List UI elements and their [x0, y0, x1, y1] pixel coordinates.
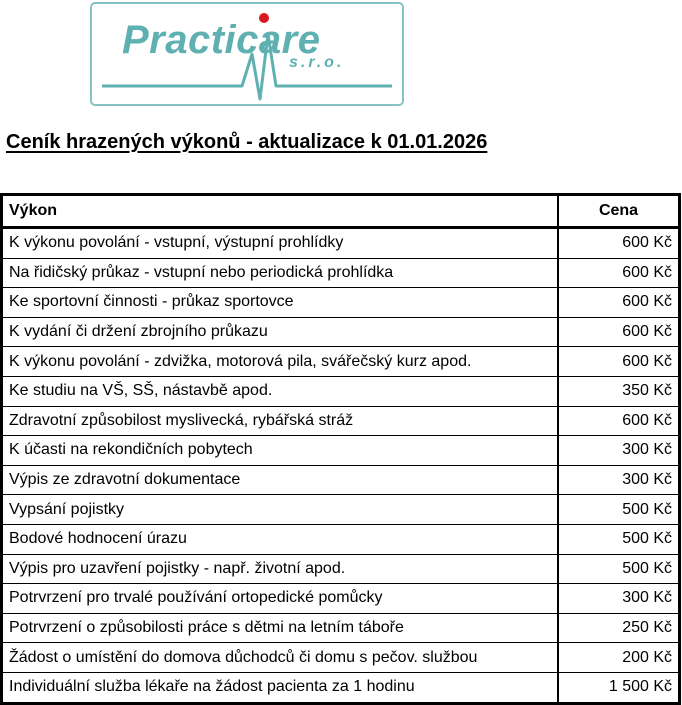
service-name: Na řidičský průkaz - vstupní nebo periodická prohlídka [2, 258, 559, 288]
service-price: 300 Kč [558, 465, 680, 495]
service-name: K výkonu povolání - zdvižka, motorová pila, svářečský kurz apod. [2, 347, 559, 377]
table-row [2, 288, 680, 318]
column-header-price: Cena [558, 195, 680, 228]
table-row [2, 584, 680, 614]
service-name: Vypsání pojistky [2, 495, 559, 525]
service-name: K účasti na rekondičních pobytech [2, 436, 559, 466]
service-price: 600 Kč [558, 228, 680, 259]
service-price: 300 Kč [558, 436, 680, 466]
service-name: Zdravotní způsobilost myslivecká, rybářská stráž [2, 406, 559, 436]
table-row [2, 613, 680, 643]
column-header-service: Výkon [2, 195, 559, 228]
service-name: Potrvrzení pro trvalé používání ortopedické pomůcky [2, 584, 559, 614]
table-row [2, 258, 680, 288]
table-row [2, 376, 680, 406]
service-name: Ke studiu na VŠ, SŠ, nástavbě apod. [2, 376, 559, 406]
table-row [2, 524, 680, 554]
logo-suffix: s.r.o. [289, 54, 345, 71]
service-price: 500 Kč [558, 524, 680, 554]
table-row [2, 554, 680, 584]
service-name: Žádost o umístění do domova důchodců či domu s pečov. službou [2, 643, 559, 673]
table-row [2, 465, 680, 495]
table-row [2, 406, 680, 436]
service-name: Ke sportovní činnosti - průkaz sportovce [2, 288, 559, 318]
service-name: Výpis pro uzavření pojistky - např. životní apod. [2, 554, 559, 584]
price-table [0, 193, 681, 705]
service-price: 300 Kč [558, 584, 680, 614]
service-price: 600 Kč [558, 288, 680, 318]
company-logo [90, 2, 404, 106]
page-title: Ceník hrazených výkonů - aktualizace k 01.01.2026 [6, 131, 488, 153]
table-row [2, 436, 680, 466]
service-price: 500 Kč [558, 554, 680, 584]
service-price: 600 Kč [558, 406, 680, 436]
service-price: 500 Kč [558, 495, 680, 525]
service-name: Potrvrzení o způsobilosti práce s dětmi na letním táboře [2, 613, 559, 643]
service-price: 250 Kč [558, 613, 680, 643]
service-name: Individuální služba lékaře na žádost pacienta za 1 hodinu [2, 672, 559, 703]
table-row [2, 643, 680, 673]
table-row [2, 672, 680, 703]
table-header-row [2, 195, 680, 228]
table-row [2, 228, 680, 259]
table-row [2, 347, 680, 377]
service-price: 350 Kč [558, 376, 680, 406]
service-price: 600 Kč [558, 258, 680, 288]
logo-wordmark: Practicare [122, 18, 321, 62]
service-name: K výkonu povolání - vstupní, výstupní prohlídky [2, 228, 559, 259]
service-name: Výpis ze zdravotní dokumentace [2, 465, 559, 495]
table-row [2, 317, 680, 347]
service-price: 600 Kč [558, 347, 680, 377]
table-row [2, 495, 680, 525]
service-price: 600 Kč [558, 317, 680, 347]
service-name: K vydání či držení zbrojního průkazu [2, 317, 559, 347]
service-name: Bodové hodnocení úrazu [2, 524, 559, 554]
service-price: 200 Kč [558, 643, 680, 673]
service-price: 1 500 Kč [558, 672, 680, 703]
